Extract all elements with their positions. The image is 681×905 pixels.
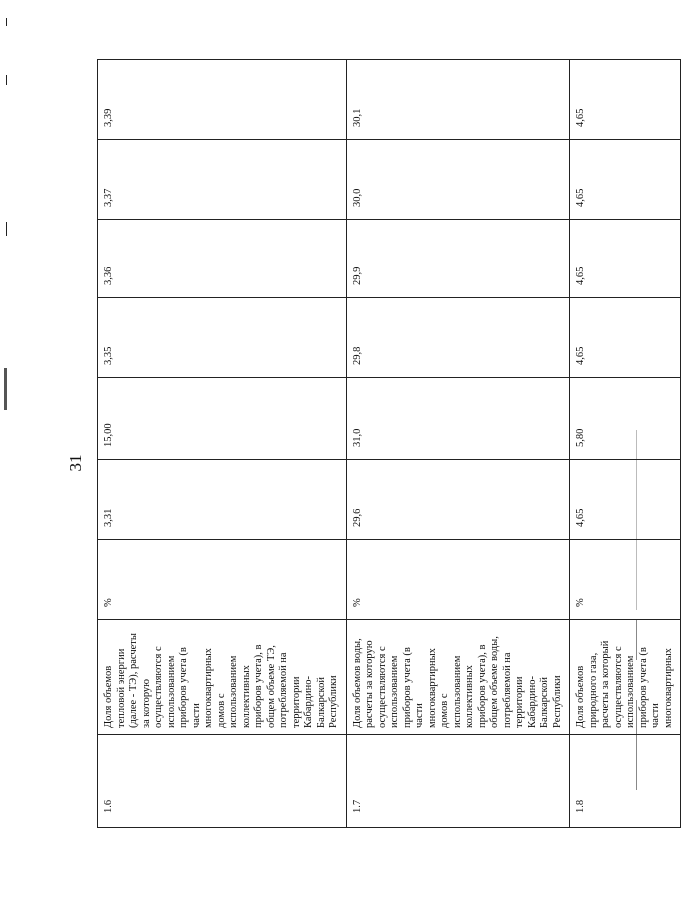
value-cell: 31,0 (346, 378, 570, 460)
scan-edge-mark (6, 18, 7, 26)
page-number: 31 (66, 454, 85, 472)
unit-cell: % (98, 540, 347, 620)
value-cell: 29,9 (346, 220, 570, 298)
value-cell: 3,36 (98, 220, 347, 298)
row-number: 1.8 (570, 735, 681, 828)
scan-edge-mark (6, 75, 7, 85)
value-cell: 3,37 (98, 140, 347, 220)
value-cell: 4,65 (570, 220, 681, 298)
value-cell: 4,65 (570, 140, 681, 220)
unit-cell: % (346, 540, 570, 620)
value-cell: 4,65 (570, 60, 681, 140)
value-cell: 29,6 (346, 460, 570, 540)
value-cell: 29,8 (346, 298, 570, 378)
table-row (346, 60, 570, 828)
indicators-table-rotated (97, 60, 674, 828)
indicators-table (97, 59, 681, 828)
value-cell: 15,00 (98, 378, 347, 460)
scan-edge-mark (6, 222, 7, 236)
value-cell: 4,65 (570, 460, 681, 540)
value-cell: 3,35 (98, 298, 347, 378)
value-cell: 3,39 (98, 60, 347, 140)
indicator-name: Доля объемов тепловой энергии (далее - ТЭ), расчеты за которую осуществляются с использованием приборов учета (в части многоквартирных домов с использованием коллективных приборов учета), в общем объеме ТЭ, потребляемой на территории Кабардино-Балкарской Республики (98, 620, 347, 735)
value-cell: 4,65 (570, 298, 681, 378)
indicator-name: Доля объемов воды, расчеты за которую осуществляются с использованием приборов учета (в части многоквартирных домов с использованием коллективных приборов учета), в общем объеме воды, потребляемой на территории Кабардино-Балкарской Республики (346, 620, 570, 735)
row-number: 1.6 (98, 735, 347, 828)
scan-edge-mark (4, 368, 7, 410)
value-cell: 3,31 (98, 460, 347, 540)
table-row (98, 60, 347, 828)
table-row (570, 60, 681, 828)
value-cell: 30,1 (346, 60, 570, 140)
unit-cell: % (570, 540, 681, 620)
indicator-name: Доля объемов природного газа, расчеты за который осуществляются с использованием приборов учета (в части многоквартирных (570, 620, 681, 735)
row-number: 1.7 (346, 735, 570, 828)
value-cell: 5,80 (570, 378, 681, 460)
value-cell: 30,0 (346, 140, 570, 220)
